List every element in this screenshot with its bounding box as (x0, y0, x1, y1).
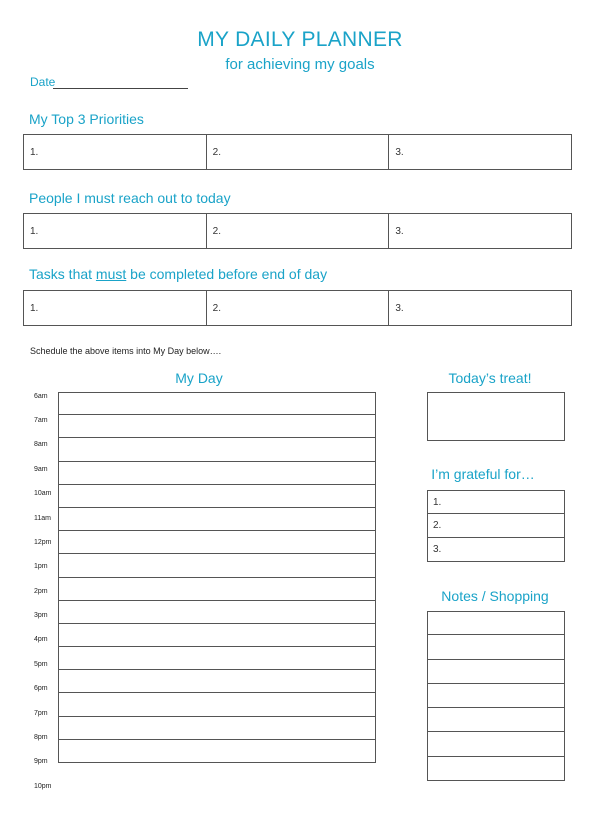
hour-label-10am: 10am (34, 490, 52, 497)
date-label: Date (30, 75, 56, 89)
hour-label-6am: 6am (34, 393, 48, 400)
grateful-list (427, 490, 565, 562)
day-slot[interactable] (58, 601, 376, 624)
notes-heading: Notes / Shopping (441, 588, 549, 604)
task-cell-1[interactable]: 1. (30, 302, 39, 314)
tasks-heading-emphasis: must (95, 266, 127, 282)
hour-label-1pm: 1pm (34, 563, 48, 570)
notes-line[interactable] (427, 611, 565, 635)
hour-label-10pm: 10pm (34, 783, 52, 790)
notes-line[interactable] (427, 757, 565, 781)
task-cell-3[interactable]: 3. (388, 291, 571, 325)
notes-list (427, 611, 565, 781)
day-slot[interactable] (58, 578, 376, 601)
grateful-heading: I’m grateful for… (431, 466, 535, 482)
page-subtitle: for achieving my goals (225, 56, 375, 73)
hour-label-7am: 7am (34, 417, 48, 424)
my-day-grid (58, 392, 376, 763)
tasks-row (23, 290, 572, 326)
hour-label-5pm: 5pm (34, 661, 48, 668)
date-field[interactable] (53, 88, 188, 89)
hour-label-9am: 9am (34, 466, 48, 473)
day-slot[interactable] (58, 624, 376, 647)
hour-label-9pm: 9pm (34, 758, 48, 765)
people-row (23, 213, 572, 249)
page-title: MY DAILY PLANNER (197, 28, 403, 51)
day-slot[interactable] (58, 462, 376, 485)
my-day-heading: My Day (175, 370, 223, 386)
hour-label-3pm: 3pm (34, 612, 48, 619)
hour-label-12pm: 12pm (34, 539, 52, 546)
day-slot[interactable] (58, 485, 376, 508)
hour-label-7pm: 7pm (34, 710, 48, 717)
day-slot[interactable] (58, 554, 376, 577)
hour-label-6pm: 6pm (34, 685, 48, 692)
priority-cell-2[interactable]: 2. (206, 135, 389, 169)
notes-line[interactable] (427, 732, 565, 756)
notes-line[interactable] (427, 635, 565, 659)
treat-box[interactable] (427, 392, 565, 441)
hour-label-8am: 8am (34, 441, 48, 448)
grateful-item-2[interactable]: 2. (427, 514, 565, 538)
priority-cell-3[interactable]: 3. (388, 135, 571, 169)
people-heading: People I must reach out to today (29, 190, 231, 206)
people-cell-1[interactable]: 1. (30, 225, 39, 237)
grateful-item-1[interactable]: 1. (427, 490, 565, 514)
schedule-note: Schedule the above items into My Day below…. (30, 346, 222, 356)
day-slot[interactable] (58, 415, 376, 438)
notes-line[interactable] (427, 660, 565, 684)
tasks-heading-before: Tasks that (29, 266, 96, 282)
people-cell-2[interactable]: 2. (206, 214, 389, 248)
day-slot[interactable] (58, 693, 376, 716)
day-slot[interactable] (58, 392, 376, 415)
day-slot[interactable] (58, 717, 376, 740)
day-slot[interactable] (58, 531, 376, 554)
treat-heading: Today’s treat! (448, 370, 532, 386)
day-slot[interactable] (58, 670, 376, 693)
hour-label-8pm: 8pm (34, 734, 48, 741)
day-slot[interactable] (58, 508, 376, 531)
notes-line[interactable] (427, 708, 565, 732)
priorities-row (23, 134, 572, 170)
priority-cell-1[interactable]: 1. (30, 146, 39, 158)
hour-label-2pm: 2pm (34, 588, 48, 595)
day-slot[interactable] (58, 647, 376, 670)
tasks-heading (29, 266, 327, 282)
day-slot[interactable] (58, 740, 376, 763)
people-cell-3[interactable]: 3. (388, 214, 571, 248)
task-cell-2[interactable]: 2. (206, 291, 389, 325)
grateful-item-3[interactable]: 3. (427, 538, 565, 562)
day-slot[interactable] (58, 438, 376, 461)
priorities-heading: My Top 3 Priorities (29, 111, 144, 127)
notes-line[interactable] (427, 684, 565, 708)
tasks-heading-after: be completed before end of day (126, 266, 328, 282)
hour-label-4pm: 4pm (34, 636, 48, 643)
hour-label-11am: 11am (34, 515, 51, 522)
